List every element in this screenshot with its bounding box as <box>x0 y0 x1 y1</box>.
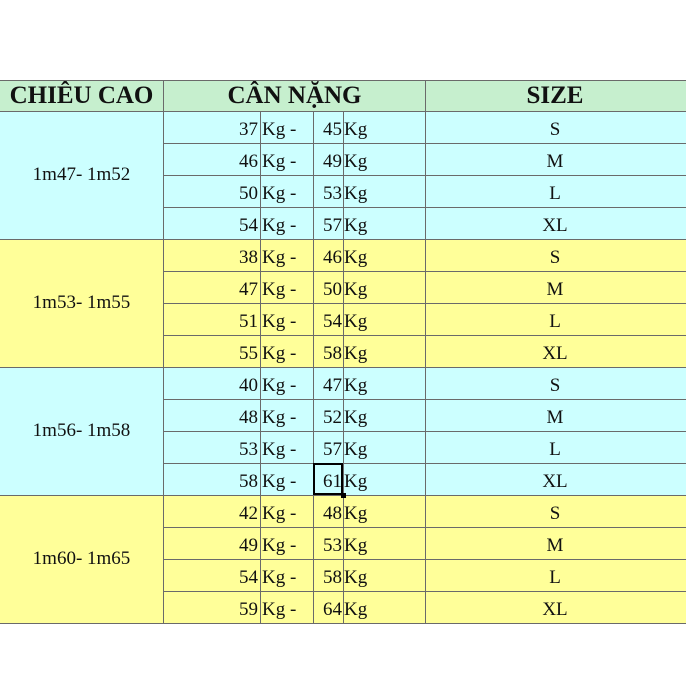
size-cell[interactable]: M <box>546 151 564 172</box>
weight-unit-cell[interactable]: Kg - <box>262 279 297 300</box>
size-cell[interactable]: S <box>549 119 561 140</box>
weight-unit-cell[interactable]: Kg - <box>262 343 297 364</box>
weight-unit-cell[interactable]: Kg <box>344 439 368 460</box>
weight-to-cell[interactable]: 57 <box>323 439 342 460</box>
column-divider <box>313 112 314 624</box>
weight-unit-cell[interactable]: Kg - <box>262 535 297 556</box>
table-header-row <box>0 81 686 112</box>
weight-unit-cell[interactable]: Kg <box>344 183 368 204</box>
weight-unit-cell[interactable]: Kg <box>344 279 368 300</box>
weight-unit-cell[interactable]: Kg <box>344 567 368 588</box>
size-cell[interactable]: XL <box>542 599 568 620</box>
weight-from-cell[interactable]: 51 <box>239 311 258 332</box>
size-cell[interactable]: M <box>546 535 564 556</box>
fill-handle[interactable] <box>341 493 346 498</box>
weight-unit-cell[interactable]: Kg - <box>262 407 297 428</box>
weight-to-cell[interactable]: 54 <box>323 311 342 332</box>
weight-to-cell[interactable]: 50 <box>323 279 342 300</box>
weight-unit-cell[interactable]: Kg <box>344 503 368 524</box>
weight-to-cell[interactable]: 47 <box>323 375 342 396</box>
weight-to-cell[interactable]: 53 <box>323 535 342 556</box>
column-divider <box>260 112 261 624</box>
weight-from-cell[interactable]: 46 <box>239 151 258 172</box>
weight-from-cell[interactable]: 37 <box>239 119 258 140</box>
weight-from-cell[interactable]: 40 <box>239 375 258 396</box>
weight-from-cell[interactable]: 42 <box>239 503 258 524</box>
header-size-cell[interactable]: SIZE <box>526 82 584 109</box>
weight-unit-cell[interactable]: Kg <box>344 471 368 492</box>
weight-from-cell[interactable]: 54 <box>239 567 258 588</box>
weight-unit-cell[interactable]: Kg - <box>262 471 297 492</box>
height-range-cell[interactable]: 1m60- 1m65 <box>32 548 131 569</box>
weight-from-cell[interactable]: 38 <box>239 247 258 268</box>
weight-to-cell[interactable]: 53 <box>323 183 342 204</box>
weight-unit-cell[interactable]: Kg - <box>262 151 297 172</box>
column-divider <box>343 112 344 624</box>
size-cell[interactable]: S <box>549 503 561 524</box>
weight-to-cell[interactable]: 61 <box>323 471 342 492</box>
weight-from-cell[interactable]: 53 <box>239 439 258 460</box>
header-weight-cell[interactable]: CÂN NẶNG <box>227 82 362 109</box>
weight-from-cell[interactable]: 47 <box>239 279 258 300</box>
selected-cell-outline <box>313 463 343 495</box>
weight-to-cell[interactable]: 57 <box>323 215 342 236</box>
size-cell[interactable]: XL <box>542 343 568 364</box>
weight-to-cell[interactable]: 46 <box>323 247 342 268</box>
weight-from-cell[interactable]: 48 <box>239 407 258 428</box>
weight-unit-cell[interactable]: Kg - <box>262 567 297 588</box>
weight-from-cell[interactable]: 54 <box>239 215 258 236</box>
weight-unit-cell[interactable]: Kg - <box>262 215 297 236</box>
weight-from-cell[interactable]: 49 <box>239 535 258 556</box>
weight-to-cell[interactable]: 52 <box>323 407 342 428</box>
size-cell[interactable]: S <box>549 375 561 396</box>
weight-to-cell[interactable]: 48 <box>323 503 342 524</box>
weight-unit-cell[interactable]: Kg - <box>262 183 297 204</box>
height-range-cell[interactable]: 1m53- 1m55 <box>32 292 131 313</box>
weight-unit-cell[interactable]: Kg - <box>262 599 297 620</box>
weight-unit-cell[interactable]: Kg <box>344 247 368 268</box>
size-cell[interactable]: M <box>546 279 564 300</box>
size-cell[interactable]: XL <box>542 215 568 236</box>
weight-unit-cell[interactable]: Kg <box>344 151 368 172</box>
header-height-cell[interactable]: CHIÊU CAO <box>9 82 154 109</box>
size-chart-table <box>0 80 686 620</box>
size-cell[interactable]: S <box>549 247 561 268</box>
column-divider <box>163 81 164 624</box>
weight-unit-cell[interactable]: Kg - <box>262 503 297 524</box>
weight-unit-cell[interactable]: Kg - <box>262 247 297 268</box>
size-cell[interactable]: L <box>549 183 561 204</box>
weight-unit-cell[interactable]: Kg - <box>262 439 297 460</box>
weight-unit-cell[interactable]: Kg <box>344 343 368 364</box>
weight-unit-cell[interactable]: Kg <box>344 311 368 332</box>
height-range-cell[interactable]: 1m56- 1m58 <box>32 420 131 441</box>
weight-to-cell[interactable]: 49 <box>323 151 342 172</box>
weight-unit-cell[interactable]: Kg <box>344 375 368 396</box>
weight-to-cell[interactable]: 45 <box>323 119 342 140</box>
weight-to-cell[interactable]: 64 <box>323 599 342 620</box>
size-cell[interactable]: L <box>549 567 561 588</box>
weight-unit-cell[interactable]: Kg <box>344 407 368 428</box>
weight-unit-cell[interactable]: Kg <box>344 599 368 620</box>
weight-unit-cell[interactable]: Kg - <box>262 375 297 396</box>
weight-unit-cell[interactable]: Kg <box>344 119 368 140</box>
weight-to-cell[interactable]: 58 <box>323 567 342 588</box>
height-range-cell[interactable]: 1m47- 1m52 <box>32 164 131 185</box>
weight-unit-cell[interactable]: Kg <box>344 215 368 236</box>
weight-from-cell[interactable]: 50 <box>239 183 258 204</box>
size-cell[interactable]: L <box>549 311 561 332</box>
size-cell[interactable]: L <box>549 439 561 460</box>
weight-to-cell[interactable]: 58 <box>323 343 342 364</box>
weight-unit-cell[interactable]: Kg <box>344 535 368 556</box>
weight-unit-cell[interactable]: Kg - <box>262 311 297 332</box>
weight-unit-cell[interactable]: Kg - <box>262 119 297 140</box>
weight-from-cell[interactable]: 59 <box>239 599 258 620</box>
weight-from-cell[interactable]: 58 <box>239 471 258 492</box>
weight-from-cell[interactable]: 55 <box>239 343 258 364</box>
column-divider <box>425 81 426 624</box>
size-cell[interactable]: M <box>546 407 564 428</box>
size-cell[interactable]: XL <box>542 471 568 492</box>
